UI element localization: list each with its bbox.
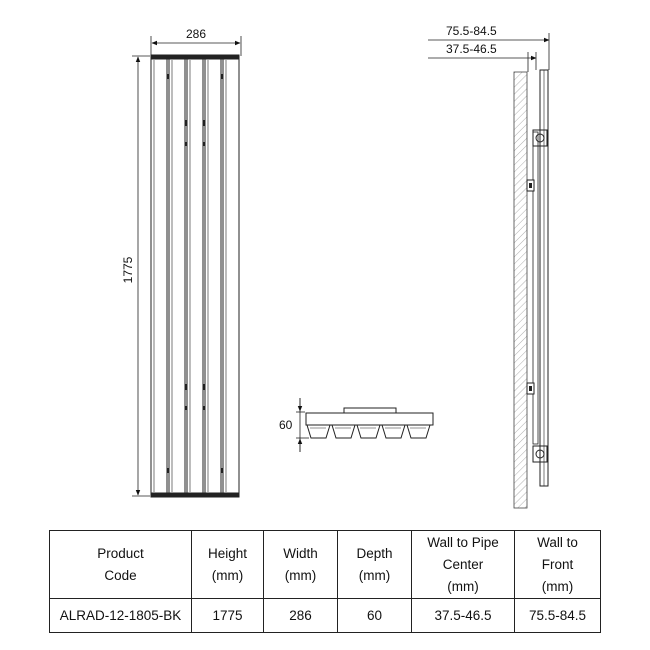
depth-dimension-label: 60 [279, 418, 293, 432]
cell-height: 1775 [192, 599, 264, 633]
table-header-row [50, 531, 601, 599]
front-view [132, 36, 241, 497]
wall-to-pipe-label: 37.5-46.5 [446, 42, 497, 56]
cell-wall-to-pipe: 37.5-46.5 [412, 599, 515, 633]
cell-product-code: ALRAD-12-1805-BK [50, 599, 192, 633]
width-dimension-label: 286 [185, 27, 207, 41]
header-depth: Depth (mm) [338, 531, 412, 599]
cell-width: 286 [264, 599, 338, 633]
header-height: Height (mm) [192, 531, 264, 599]
side-view [428, 33, 549, 508]
wall-to-front-label: 75.5-84.5 [446, 24, 497, 38]
section-view [296, 398, 433, 452]
spec-table [49, 530, 601, 633]
header-width: Width (mm) [264, 531, 338, 599]
wall-hatch [514, 72, 527, 508]
header-product-code: Product Code [50, 531, 192, 599]
radiator-panels [151, 55, 239, 497]
header-wall-to-front: Wall to Front (mm) [515, 531, 601, 599]
table-row [50, 599, 601, 633]
cell-wall-to-front: 75.5-84.5 [515, 599, 601, 633]
cell-depth: 60 [338, 599, 412, 633]
height-dimension-label: 1775 [121, 256, 135, 284]
header-wall-to-pipe: Wall to Pipe Center (mm) [412, 531, 515, 599]
